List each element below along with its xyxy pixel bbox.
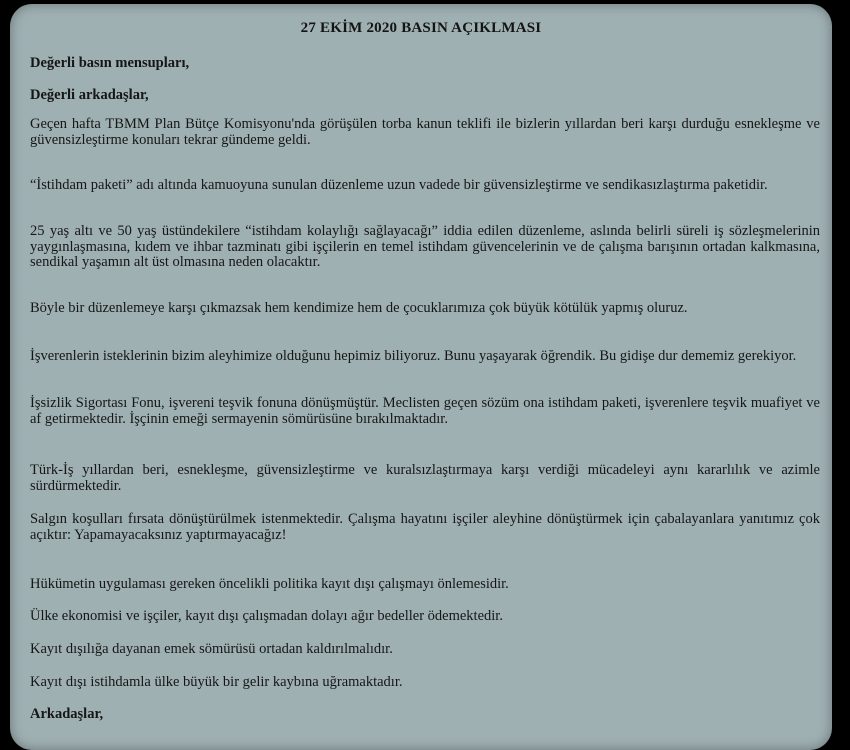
paragraph-turk-is: Türk-İş yıllardan beri, esnekleşme, güvensizleştirme ve kuralsızlaştırmaya karşı verdiği mücadeleyi aynı kararlılık ve azimle sürdürmektedir. bbox=[30, 462, 820, 494]
paragraph-istihdam-paketi: “İstihdam paketi” adı altında kamuoyuna sunulan düzenleme uzun vadede bir güvensizleştirme ve sendikasızlaştırma paketidir. bbox=[30, 177, 768, 193]
paragraph-yas-siniri: 25 yaş altı ve 50 yaş üstündekilere “istihdam kolaylığı sağlayacağı” iddia edilen düzenleme, aslında belirli süreli iş sözleşmelerinin yaygınlaşmasına, kıdem ve ihbar tazminatı gibi işçilerin en temel istihdam güvencelerinin ve de çalışma barışının ortadan kalkmasına, sendikal yaşamın alt üst olmasına neden olacaktır. bbox=[30, 223, 820, 270]
paragraph-hukumet: Hükümetin uygulaması gereken öncelikli politika kayıt dışı çalışmayı önlemesidir. bbox=[30, 576, 509, 592]
salutation-friends: Değerli arkadaşlar, bbox=[30, 87, 149, 103]
paragraph-isverenler: İşverenlerin isteklerinin bizim aleyhimize olduğunu hepimiz biliyoruz. Bunu yaşayarak öğrendik. Bu gidişe dur dememiz gerekiyor. bbox=[30, 348, 797, 364]
paragraph-salgin: Salgın koşulları fırsata dönüştürülmek istenmektedir. Çalışma hayatını işçiler aleyhine dönüştürmek için çabalayanlara yanıtımız çok açıktır: Yapamayacaksınız yaptırmayacağız! bbox=[30, 511, 820, 543]
paragraph-karsi-cikmak: Böyle bir düzenlemeye karşı çıkmazsak hem kendimize hem de çocuklarımıza çok büyük kötülük yapmış oluruz. bbox=[30, 300, 688, 316]
salutation-press: Değerli basın mensupları, bbox=[30, 55, 190, 71]
document-title: 27 EKİM 2020 BASIN AÇIKLMASI bbox=[300, 20, 542, 36]
paragraph-issizlik-fonu: İşsizlik Sigortası Fonu, işvereni teşvik fonuna dönüşmüştür. Meclisten geçen sözüm ona istihdam paketi, işverenlere teşvik muafiyet ve af getirmektedir. İşçinin emeği sermayenin sömürüsüne bırakılmaktadır. bbox=[30, 395, 820, 427]
paragraph-torba-kanun: Geçen hafta TBMM Plan Bütçe Komisyonu'nda görüşülen torba kanun teklifi ile bizlerin yıllardan beri karşı durduğu esnekleşme ve güvensizleştirme konuları tekrar gündeme geldi. bbox=[30, 116, 820, 148]
paragraph-gelir-kaybi: Kayıt dışı istihdamla ülke büyük bir gelir kaybına uğramaktadır. bbox=[30, 674, 403, 690]
paragraph-emek-somurusu: Kayıt dışılığa dayanan emek sömürüsü ortadan kaldırılmalıdır. bbox=[30, 641, 393, 657]
paragraph-ulke-ekonomisi: Ülke ekonomisi ve işçiler, kayıt dışı çalışmadan dolayı ağır bedeller ödemektedir. bbox=[30, 608, 503, 624]
document-page bbox=[10, 4, 832, 750]
closing-salutation: Arkadaşlar, bbox=[30, 706, 104, 722]
